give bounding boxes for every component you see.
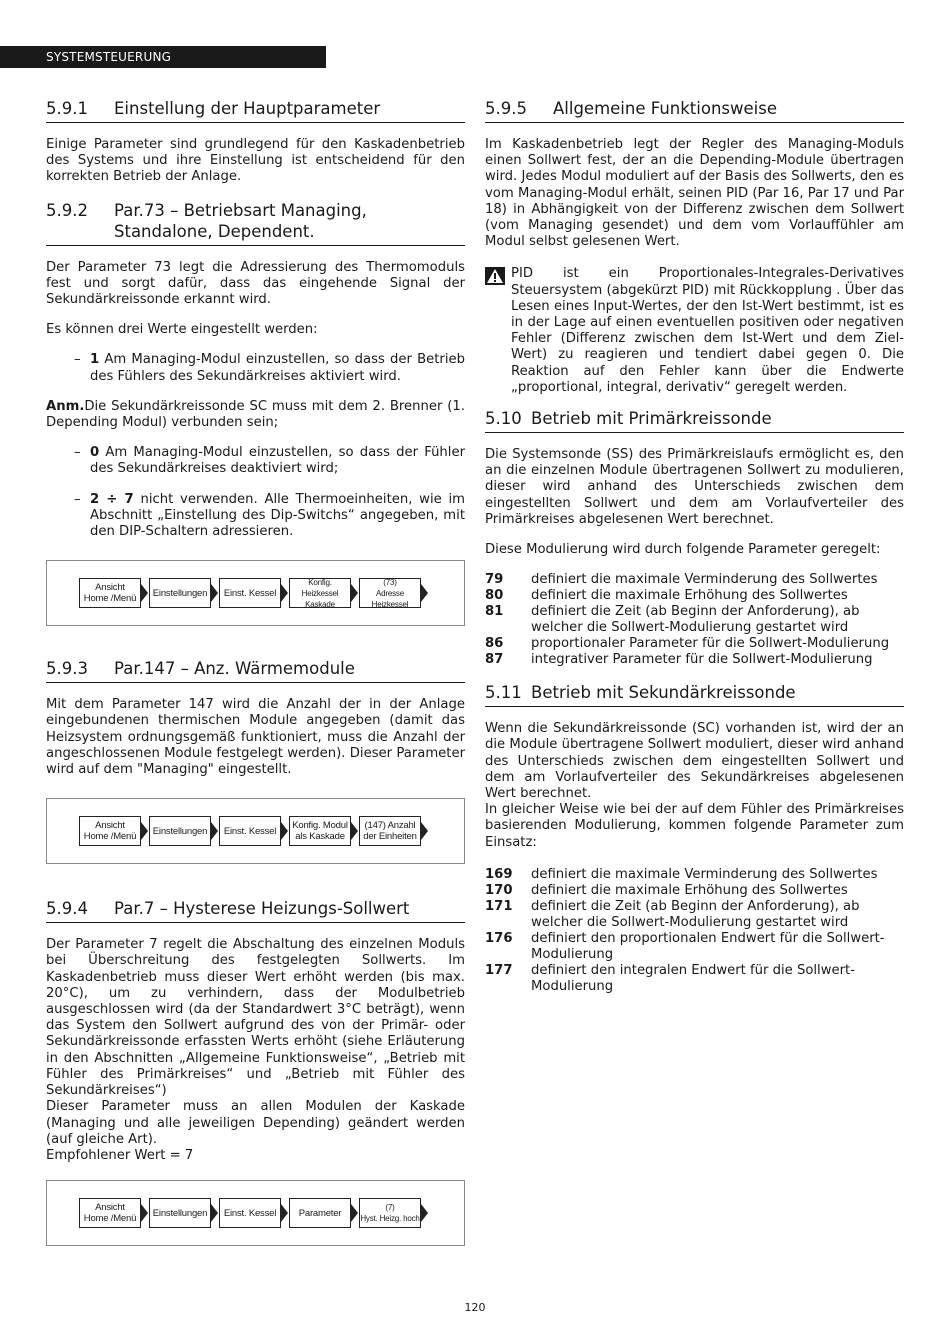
parameter-description: definiert die Zeit (ab Beginn der Anforderung), ab welcher die Sollwert-Modulierung gestartet wird <box>531 604 860 636</box>
heading-title: Einstellung der Hauptparameter <box>114 99 381 118</box>
list-dash: – <box>74 352 81 368</box>
parameter-number: 81 <box>485 604 504 620</box>
list-description: Am Managing-Modul einzustellen, so dass der Fühler des Sekundärkreises deaktiviert wird; <box>90 445 465 477</box>
parameter-number: 169 <box>485 866 513 882</box>
heading-title <box>114 200 465 242</box>
menu-path-step: (73) Adresse Heizkessel <box>359 578 421 608</box>
page-number: 120 <box>464 1301 486 1314</box>
section-header-title: SYSTEMSTEUERUNG <box>46 50 172 64</box>
list-text <box>90 492 465 541</box>
section-header-bar <box>0 46 326 68</box>
list-item <box>485 899 904 931</box>
heading-title-line: Standalone, Dependent. <box>114 221 315 241</box>
paragraph: Mit dem Parameter 147 wird die Anzahl der in der Anlage eingebundenen thermischen Module angegeben (damit das Heizsystem ordnungsgemäß funktioniert, muss die Anzahl der angeschlossenen Module festgelegt werden). Dieser Parameter wird auf dem "Managing" eingestellt. <box>46 697 465 778</box>
list-value: 2 ÷ 7 <box>90 491 134 507</box>
paragraph: Der Parameter 7 regelt die Abschaltung des einzelnen Moduls bei Überschreitung des festgelegten Sollwerts. Im Kaskadenbetrieb muss dieser Wert erhöht werden (bis max. 20°C), um zu verhindern, dass der Modulbetrieb ausgeschlossen wird (da der Standardwert 3°C beträgt), wenn das System den Sollwert aufgrund des von der Primär- oder Sekundärkreissonde erfassten Werts erhöht (siehe Erläuterung in den Abschnitten „Allgemeine Funktionsweise“, „Betrieb mit Fühler des Primärkreises“ und „Betrieb mit Fühler des Sekundärkreises“) <box>46 937 465 1099</box>
paragraph: Dieser Parameter muss an allen Modulen der Kaskade (Managing und alle jeweiligen Depending) geändert werden (auf gleiche Art). <box>46 1099 465 1147</box>
paragraph: Der Parameter 73 legt die Adressierung des Thermomoduls fest und sorgt dafür, dass das eingehende Signal der Sekundärkreissonde erkannt wird. <box>46 259 465 308</box>
heading-title: Betrieb mit Sekundärkreissonde <box>531 683 796 703</box>
parameter-description: definiert die maximale Verminderung des Sollwertes <box>531 572 878 588</box>
list-dash: – <box>74 491 81 507</box>
heading-number: 5.9.2 <box>46 200 88 220</box>
arrow-right-icon <box>421 584 428 602</box>
paragraph: Einige Parameter sind grundlegend für den Kaskadenbetrieb des Systems und ihre Einstellung ist entscheidend für den korrekten Betrieb der Anlage. <box>46 137 465 185</box>
right-column <box>485 98 904 995</box>
list-item <box>46 445 465 477</box>
arrow-right-icon <box>351 584 358 602</box>
heading-title: Par.147 – Anz. Wärmemodule <box>114 659 355 679</box>
menu-path-step: (7) Hyst. Heizg. hoch <box>359 1198 421 1228</box>
arrow-right-icon <box>421 822 428 840</box>
parameter-number: 170 <box>485 882 513 898</box>
heading-number: 5.11 <box>485 683 522 703</box>
heading-title: Betrieb mit Primärkreissonde <box>531 409 772 429</box>
list-description: Am Managing-Modul einzustellen, so dass der Betrieb des Fühlers des Sekundärkreises aktiviert wird. <box>90 352 465 384</box>
parameter-description: integrativer Parameter für die Sollwert-Modulierung <box>531 652 873 668</box>
parameter-description: definiert den integralen Endwert für die Sollwert-Modulierung <box>531 962 855 994</box>
menu-path-step: Konfig. Modul als Kaskade <box>289 816 351 846</box>
paragraph: Im Kaskadenbetrieb legt der Regler des Managing-Moduls einen Sollwert fest, der an die Depending-Module übertragen wird. Jedes Modul moduliert auf der Basis des Sollwerts, den es vom Managing-Modul erhält, seinen PID (Par 16, Par 17 und Par 18) in Abhängigkeit von der Differenz zwischen dem Sollwert (vom Managing gesendet) und dem vom Vorlauffühler am Modul selbst gelesenen Wert. <box>485 137 904 250</box>
paragraph: Diese Modulierung wird durch folgende Parameter geregelt: <box>485 542 881 558</box>
parameter-list-primary <box>485 572 904 668</box>
heading-number: 5.9.4 <box>46 899 88 919</box>
list-description: nicht verwenden. Alle Thermoeinheiten, wie im Abschnitt „Einstellung des Dip-Switchs“ angegeben, mit den DIP-Schaltern adressieren. <box>90 491 466 540</box>
parameter-number: 177 <box>485 962 513 978</box>
parameter-description: definiert den proportionalen Endwert für die Sollwert-Modulierung <box>531 930 885 962</box>
paragraph: Es können drei Werte eingestellt werden: <box>46 322 318 338</box>
parameter-number: 80 <box>485 588 504 604</box>
list-item <box>485 883 904 899</box>
list-item <box>485 963 904 995</box>
list-item <box>485 572 904 588</box>
menu-path-diagram-147 <box>46 798 465 864</box>
list-value: 1 <box>90 352 100 368</box>
parameter-number: 87 <box>485 652 504 668</box>
menu-path-step: Einst. Kessel <box>219 1198 281 1228</box>
menu-path-step: Konfig. Heizkessel Kaskade <box>289 578 351 608</box>
list-item <box>485 652 904 668</box>
menu-path-step: Einst. Kessel <box>219 816 281 846</box>
paragraph: Empfohlener Wert = 7 <box>46 1147 194 1163</box>
paragraph: Wenn die Sekundärkreissonde (SC) vorhanden ist, wird der an die Module übertragene Sollwert moduliert, dieser wird anhand des Unterschieds zwischen dem eingestellten Sollwert und dem am Vorlaufverteiler des Sekundärkreises abgelesenen Wert berechnet. <box>485 721 904 802</box>
heading-number: 5.9.1 <box>46 99 88 118</box>
menu-path-step: Ansicht Home /Menü <box>79 816 141 846</box>
menu-path-diagram-73 <box>46 560 465 626</box>
menu-path-step: Einstellungen <box>149 816 211 846</box>
parameter-description: definiert die Zeit (ab Beginn der Anforderung), ab welcher die Sollwert-Modulierung gestartet wird <box>531 898 860 930</box>
parameter-description: definiert die maximale Erhöhung des Sollwertes <box>531 882 848 898</box>
arrow-right-icon <box>141 822 148 840</box>
list-item <box>485 604 904 636</box>
arrow-right-icon <box>141 1204 148 1222</box>
parameter-list-secondary <box>485 867 904 995</box>
heading-title: Allgemeine Funktionsweise <box>553 99 777 118</box>
arrow-right-icon <box>211 1204 218 1222</box>
heading-5-10 <box>485 408 904 433</box>
parameter-description: definiert die maximale Erhöhung des Sollwertes <box>531 588 848 604</box>
heading-number: 5.9.3 <box>46 659 88 679</box>
list-item <box>485 931 904 963</box>
heading-title-line: Par.73 – Betriebsart Managing, <box>114 200 367 220</box>
list-dash: – <box>74 445 81 461</box>
note-label: Anm. <box>46 398 85 414</box>
heading-number: 5.9.5 <box>485 99 527 118</box>
paragraph: Die Systemsonde (SS) des Primärkreislaufs ermöglicht es, den an die einzelnen Module übertragenen Sollwert zu modulieren, dieser wird anhand des Unterschieds zwischen dem eingestellten Sollwert und dem am Vorlaufverteiler des Primärkreises abgelesenen Wert berechnet. <box>485 447 904 527</box>
parameter-number: 176 <box>485 930 513 946</box>
menu-path-step: Einst. Kessel <box>219 578 281 608</box>
parameter-description: proportionaler Parameter für die Sollwert-Modulierung <box>531 636 890 652</box>
heading-5-9-2 <box>46 200 465 246</box>
note-text: Die Sekundärkreissonde SC muss mit dem 2. Brenner (1. Depending Modul) verbunden sein; <box>46 398 465 431</box>
menu-path-step: Einstellungen <box>149 578 211 608</box>
arrow-right-icon <box>351 822 358 840</box>
menu-path-diagram-7 <box>46 1180 465 1246</box>
list-text <box>90 352 465 384</box>
warning-note <box>485 266 904 396</box>
heading-5-11 <box>485 682 904 707</box>
paragraph: In gleicher Weise wie bei der auf dem Fühler des Primärkreises basierenden Modulierung, kommen folgende Parameter zum Einsatz: <box>485 802 904 850</box>
arrow-right-icon <box>211 822 218 840</box>
warning-text: PID ist ein Proportionales-Integrales-Derivatives Steuersystem (abgekürzt PID) mit Rückkopplung . Über das Lesen eines Input-Wertes, der den Ist-Wert bestimmt, ist es in der Lage auf einen eventuellen positiven oder negativen Fehler (Differenz zwischen dem Ist-Wert und dem Ziel-Wert) zu reagieren und tendiert dabei gegen 0. Die Reaktion auf den Fehler kann über die Endwerte „proportional, integral, derivativ“ geregelt werden. <box>511 266 904 395</box>
arrow-right-icon <box>351 1204 358 1222</box>
arrow-right-icon <box>281 822 288 840</box>
parameter-description: definiert die maximale Verminderung des Sollwertes <box>531 866 878 882</box>
list-item <box>485 588 904 604</box>
heading-5-9-3 <box>46 658 465 683</box>
warning-icon <box>485 267 505 285</box>
parameter-number: 171 <box>485 898 513 914</box>
list-item <box>485 867 904 883</box>
arrow-right-icon <box>211 584 218 602</box>
list-item <box>46 492 465 541</box>
list-item <box>485 636 904 652</box>
list-item <box>46 352 465 384</box>
heading-title: Par.7 – Hysterese Heizungs-Sollwert <box>114 899 410 919</box>
menu-path-step: Einstellungen <box>149 1198 211 1228</box>
menu-path-step: Parameter <box>289 1198 351 1228</box>
arrow-right-icon <box>141 584 148 602</box>
parameter-number: 86 <box>485 636 504 652</box>
heading-number: 5.10 <box>485 409 522 429</box>
arrow-right-icon <box>421 1204 428 1222</box>
left-column <box>46 98 465 1246</box>
note-paragraph <box>46 399 465 431</box>
parameter-number: 79 <box>485 572 504 588</box>
heading-5-9-1 <box>46 98 465 123</box>
menu-path-step: Ansicht Home /Menü <box>79 578 141 608</box>
heading-5-9-5 <box>485 98 904 123</box>
list-value: 0 <box>90 445 100 461</box>
arrow-right-icon <box>281 584 288 602</box>
list-text <box>90 445 465 477</box>
arrow-right-icon <box>281 1204 288 1222</box>
heading-5-9-4 <box>46 898 465 923</box>
menu-path-step: (147) Anzahl der Einheiten <box>359 816 421 846</box>
menu-path-step: Ansicht Home /Menü <box>79 1198 141 1228</box>
